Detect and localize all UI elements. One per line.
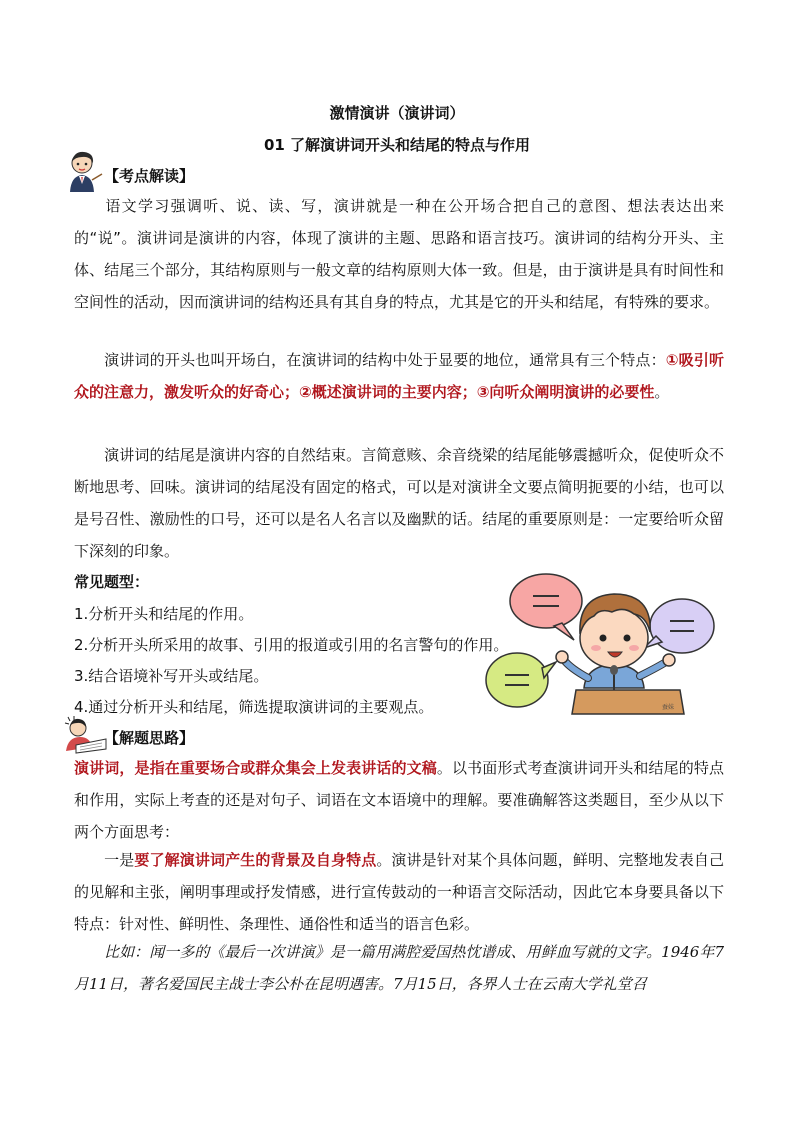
paragraph-ending-text: 演讲词的结尾是演讲内容的自然结束。言简意赅、余音绕梁的结尾能够震撼听众，促使听众不断地思考、回味。演讲词的结尾没有固定的格式，可以是对演讲全文要点简明扼要的小结，也可以是号召性、激励性的口号，还可以是名人名言以及幽默的话。结尾的重要原则是：一定要给听众留下深刻的印象。 <box>74 446 724 560</box>
paragraph-definition-text: 。以书面形式考查演讲词开头和结尾的特点和作用，实际上考查的还是对句子、词语在文本语境中的理解。要准确解答这类题目，至少从以下两个方面思考： <box>74 759 724 841</box>
paragraph-intro-text: 语文学习强调听、说、读、写，演讲就是一种在公开场合把自己的意图、想法表达出来的“说”。演讲词是演讲的内容，体现了演讲的主题、思路和语言技巧。演讲词的结构分开头、主体、结尾三个部分，其结构原则与一般文章的结构原则大体一致。但是，由于演讲是具有时间性和空间性的活动，因而演讲词的结构还具有其自身的特点，尤其是它的开头和结尾，有特殊的要求。 <box>74 197 724 311</box>
speech-bubble-pink <box>510 574 582 640</box>
speech-bubble-lilac <box>644 599 714 653</box>
question-type-item: 4.通过分析开头和结尾，筛选提取演讲词的主要观点。 <box>74 698 434 716</box>
section-heading-approach: 【解题思路】 <box>104 729 195 747</box>
question-type-item: 3.结合语境补写开头或结尾。 <box>74 667 269 685</box>
question-type-item: 2.分析开头所采用的故事、引用的报道或引用的名言警句的作用。 <box>74 636 509 654</box>
illustration-signature: 蚕妹 <box>662 704 675 711</box>
paragraph-opening <box>74 344 724 440</box>
speech-bubble-green <box>486 653 556 707</box>
point-one-start: 一是 <box>104 851 135 869</box>
page-title: 激情演讲（演讲词） <box>329 104 465 122</box>
paragraph-opening-text: 演讲词的开头也叫开场白，在演讲词的结构中处于显要的地位，通常具有三个特点： <box>104 351 666 369</box>
teacher-icon <box>64 150 104 194</box>
speaker-illustration <box>484 568 724 718</box>
paragraph-intro <box>74 190 724 350</box>
point-one-highlight: 要了解演讲词产生的背景及自身特点 <box>134 851 377 869</box>
paragraph-example-text: 比如：闻一多的《最后一次讲演》是一篇用满腔爱国热忱谱成、用鲜血写就的文字。1946年7月11日，著名爱国民主战士李公朴在昆明遇害。7月15日，各界人士在云南大学礼堂召 <box>74 943 724 993</box>
paragraph-point-one <box>74 844 724 940</box>
page-subtitle: 01 了解演讲词开头和结尾的特点与作用 <box>263 136 531 154</box>
paragraph-definition <box>74 752 724 848</box>
point-one-text: 。演讲是针对某个具体问题，鲜明、完整地发表自己的见解和主张，阐明事理或抒发情感，进行宣传鼓动的一种语言交际活动，因此它本身要具备以下特点：针对性、鲜明性、条理性、通俗性和适当的语言色彩。 <box>74 851 724 933</box>
definition-highlight: 演讲词，是指在重要场合或群众集会上发表讲话的文稿 <box>74 759 437 777</box>
question-type-item: 1.分析开头和结尾的作用。 <box>74 605 254 623</box>
question-types-label: 常见题型： <box>74 573 150 591</box>
paragraph-ending <box>74 439 724 567</box>
paragraph-example <box>74 936 724 1000</box>
section-heading-analysis: 【考点解读】 <box>104 167 195 185</box>
student-thinking-icon <box>62 715 108 755</box>
paragraph-opening-end: 。 <box>654 383 670 401</box>
opening-features-highlight: ①吸引听众的注意力，激发听众的好奇心；②概述演讲词的主要内容；③向听众阐明演讲的必要性 <box>74 351 724 401</box>
